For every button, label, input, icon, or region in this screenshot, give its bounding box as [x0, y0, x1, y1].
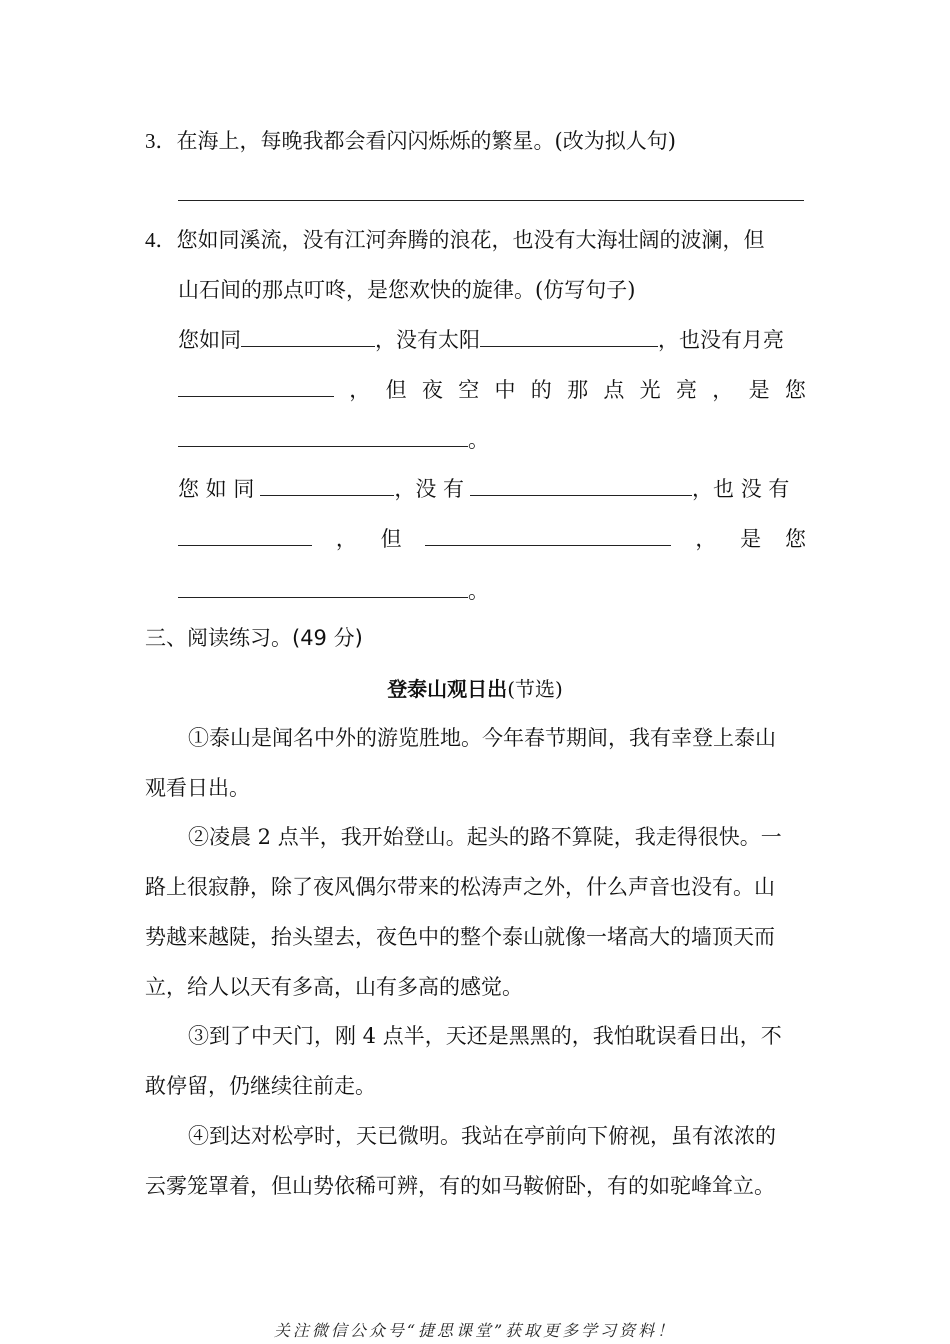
fill-blank[interactable] — [425, 525, 671, 546]
fill-text: ，也 没 有 — [692, 477, 790, 501]
passage-paragraph-2-line-4: 立，给人以天有多高，山有多高的感觉。 — [145, 975, 523, 999]
fill-row-2 — [178, 375, 806, 405]
question-number: 3． — [145, 129, 177, 153]
fill-text: ， — [712, 378, 734, 402]
passage-paragraph-3-line-1: ③到了中天门，刚 4 点半，天还是黑黑的，我怕耽误看日出，不 — [188, 1024, 782, 1048]
footer-note: 关注微信公众号“捷思课堂”获取更多学习资料！ — [273, 1321, 677, 1340]
fill-row-6 — [178, 576, 489, 606]
fill-text: ，也没有月亮 — [658, 328, 784, 352]
fill-blank[interactable] — [178, 426, 468, 447]
fill-text: 点 — [603, 378, 625, 402]
fill-text: ， — [335, 527, 357, 551]
passage-title-note: (节选) — [507, 677, 563, 701]
question-text: 您如同溪流，没有江河奔腾的浪花，也没有大海壮阔的波澜，但 — [176, 228, 765, 252]
passage-paragraph-2-line-2: 路上很寂静，除了夜风偶尔带来的松涛声之外，什么声音也没有。山 — [145, 875, 775, 899]
fill-text: 那 — [567, 378, 589, 402]
question-3 — [145, 126, 676, 156]
fill-row-4 — [178, 474, 789, 504]
fill-blank[interactable] — [470, 475, 692, 496]
passage-paragraph-1-line-2: 观看日出。 — [145, 776, 250, 800]
fill-blank[interactable] — [480, 326, 658, 347]
fill-text: 您 — [784, 378, 806, 402]
question-number: 4． — [145, 228, 177, 252]
fill-text: ，没 有 — [394, 477, 465, 501]
fill-text: 是 — [740, 527, 762, 551]
passage-paragraph-2-line-1: ②凌晨 2 点半，我开始登山。起头的路不算陡，我走得很快。一 — [188, 825, 782, 849]
fill-text: ，没有太阳 — [375, 328, 480, 352]
question-4-line-2: 山石间的那点叮咚，是您欢快的旋律。(仿写句子) — [178, 278, 636, 302]
passage-paragraph-4-line-1: ④到达对松亭时，天已微明。我站在亭前向下俯视，虽有浓浓的 — [188, 1124, 776, 1148]
fill-text: ， — [349, 378, 371, 402]
fill-text: 的 — [530, 378, 552, 402]
fill-text: 。 — [468, 428, 489, 452]
fill-text: 您 — [784, 527, 806, 551]
fill-text: 您如同 — [178, 328, 241, 352]
fill-blank[interactable] — [241, 326, 375, 347]
fill-row-5 — [178, 524, 806, 554]
passage-title-text: 登泰山观日出 — [387, 677, 508, 701]
fill-blank[interactable] — [178, 577, 468, 598]
fill-blank[interactable] — [178, 525, 312, 546]
fill-text: 是 — [748, 378, 770, 402]
section-heading: 三、阅读练习。(49 分) — [145, 626, 363, 650]
fill-text: 但 — [380, 527, 402, 551]
passage-paragraph-4-line-2: 云雾笼罩着，但山势依稀可辨，有的如马鞍俯卧，有的如驼峰耸立。 — [145, 1174, 775, 1198]
passage-paragraph-2-line-3: 势越来越陡，抬头望去，夜色中的整个泰山就像一堵高大的墙顶天而 — [145, 925, 775, 949]
fill-text: 空 — [458, 378, 480, 402]
fill-text: 亮 — [675, 378, 697, 402]
answer-line[interactable] — [178, 200, 804, 201]
fill-text: 。 — [468, 579, 489, 603]
fill-text: 但 — [385, 378, 407, 402]
passage-paragraph-3-line-2: 敢停留，仍继续往前走。 — [145, 1074, 376, 1098]
fill-text: 中 — [494, 378, 516, 402]
fill-blank[interactable] — [178, 376, 334, 397]
question-text: 在海上，每晚我都会看闪闪烁烁的繁星。(改为拟人句) — [176, 129, 676, 153]
fill-text: 光 — [639, 378, 661, 402]
question-4-line-1 — [145, 225, 765, 255]
fill-row-3 — [178, 425, 489, 455]
fill-text: 您 如 同 — [178, 477, 255, 501]
fill-blank[interactable] — [260, 475, 394, 496]
passage-title — [0, 674, 950, 704]
fill-row-1 — [178, 325, 784, 355]
fill-text: 夜 — [421, 378, 443, 402]
fill-text: ， — [695, 527, 717, 551]
passage-paragraph-1-line-1: ①泰山是闻名中外的游览胜地。今年春节期间，我有幸登上泰山 — [188, 726, 776, 750]
